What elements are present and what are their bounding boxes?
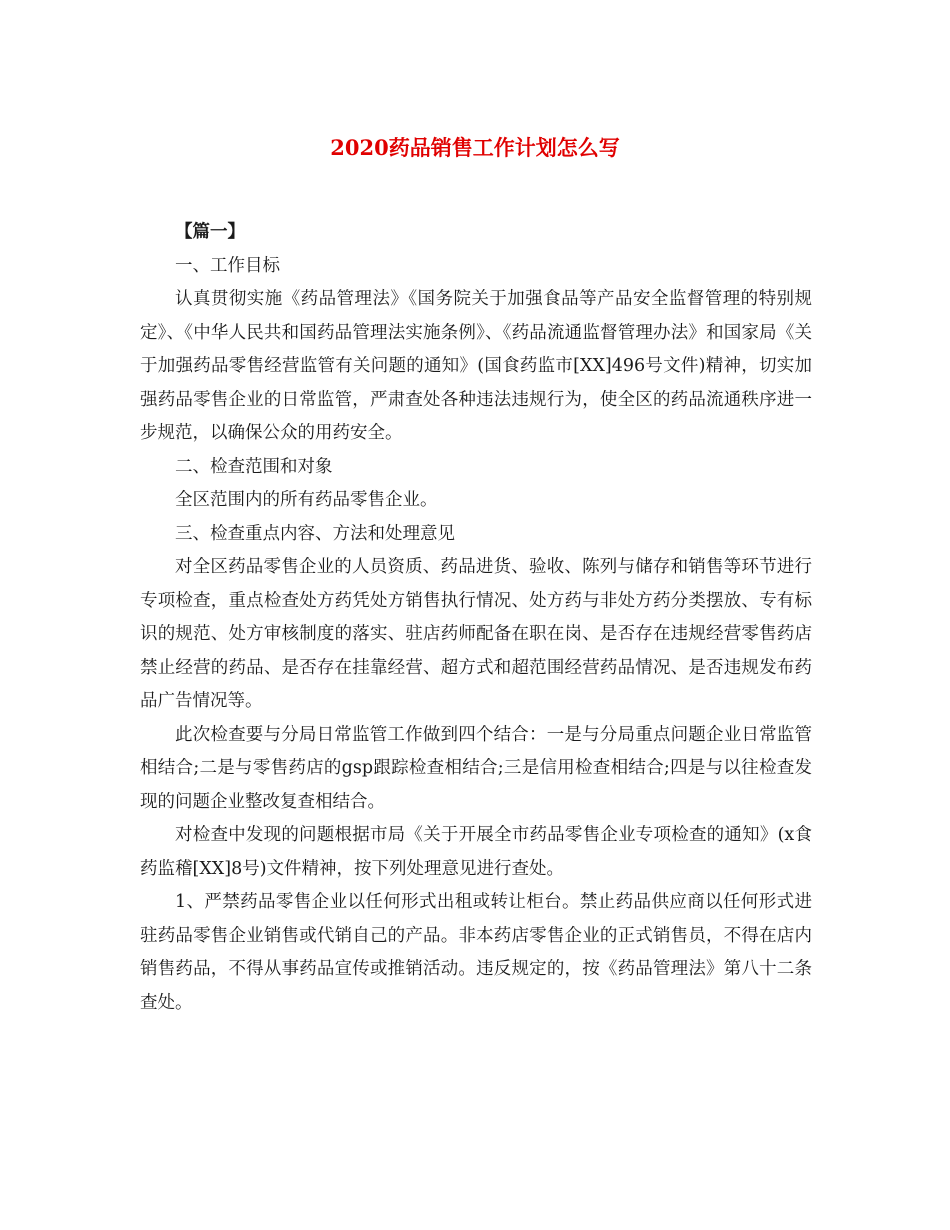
paragraph-goals-text: 认真贯彻实施《药品管理法》《国务院关于加强食品等产品安全监督管理的特别规定》、《中华人民共和国药品管理法实施条例》、《药品流通监督管理办法》和国家局《关于加强药品零售经营监管有关问题的通知》(国食药监市[XX]496号文件)精神，切实加强药品零售企业的日常监管，严肃查处各种违法违规行为，使全区的药品流通秩序进一步规范，以确保公众的用药安全。 [140, 289, 812, 443]
heading-scope: 二、检查范围和对象 [175, 456, 333, 477]
heading-key-content: 三、检查重点内容、方法和处理意见 [175, 523, 455, 544]
paragraph-handling: 对检查中发现的问题根据市局《关于开展全市药品零售企业专项检查的通知》(x食药监稽[XX]8号)文件精神，按下列处理意见进行查处。 [140, 825, 812, 879]
section-heading-part-one: 【篇一】 [175, 222, 245, 242]
paragraph-scope-text: 全区范围内的所有药品零售企业。 [175, 490, 438, 510]
paragraph-four-combinations: 此次检查要与分局日常监管工作做到四个结合：一是与分局重点问题企业日常监管相结合;二是与零售药店的gsp跟踪检查相结合;三是信用检查相结合;四是与以往检查发现的问题企业整改复查相结合。 [140, 724, 812, 812]
heading-work-goals: 一、工作目标 [175, 255, 280, 276]
paragraph-key-content-text: 对全区药品零售企业的人员资质、药品进货、验收、陈列与储存和销售等环节进行专项检查，重点检查处方药凭处方销售执行情况、处方药与非处方药分类摆放、专有标识的规范、处方审核制度的落实、驻店药师配备在职在岗、是否存在违规经营零售药店禁止经营的药品、是否存在挂靠经营、超方式和超范围经营药品情况、是否违规发布药品广告情况等。 [140, 557, 812, 711]
paragraph-item-one: 1、严禁药品零售企业以任何形式出租或转让柜台。禁止药品供应商以任何形式进驻药品零售企业销售或代销自己的产品。非本药店零售企业的正式销售员，不得在店内销售药品，不得从事药品宣传或推销活动。违反规定的，按《药品管理法》第八十二条查处。 [140, 892, 812, 1013]
document-title: 2020药品销售工作计划怎么写 [330, 135, 620, 160]
document-body [140, 216, 812, 1020]
